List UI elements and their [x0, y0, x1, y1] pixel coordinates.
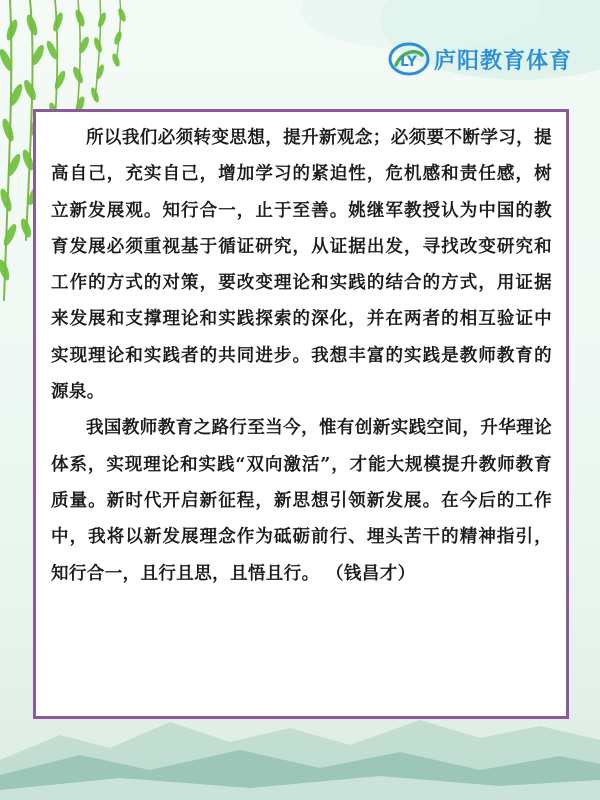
logo-mark-icon — [388, 41, 430, 77]
logo-mark-text: LY — [400, 54, 417, 70]
mountain-landscape — [0, 720, 600, 800]
logo-text: 庐阳教育体育 — [434, 48, 573, 74]
brand-logo — [388, 40, 588, 78]
article-paragraph: 所以我们必须转变思想，提升新观念；必须要不断学习，提高自己，充实自己，增加学习的紧迫性，危机感和责任感，树立新发展观。知行合一，止于至善。姚继军教授认为中国的教育发展必须重视基于循证研究，从证据出发，寻找改变研究和工作的方式的对策，要改变理论和实践的结合的方式，用证据来发展和支撑理论和实践探索的深化，并在两者的相互验证中实现理论和实践者的共同进步。我想丰富的实践是教师教育的源泉。 — [51, 128, 552, 403]
article-text-box — [33, 109, 569, 719]
article-paragraph: 我国教师教育之路行至当今，惟有创新实践空间，升华理论体系，实现理论和实践“双向激活”，才能大规模提升教师教育质量。新时代开启新征程，新思想引领新发展。在今后的工作中，我将以新发展理念作为砥砺前行、埋头苦干的精神指引，知行合一，且行且思，且悟且行。 （钱昌才） — [51, 418, 552, 584]
